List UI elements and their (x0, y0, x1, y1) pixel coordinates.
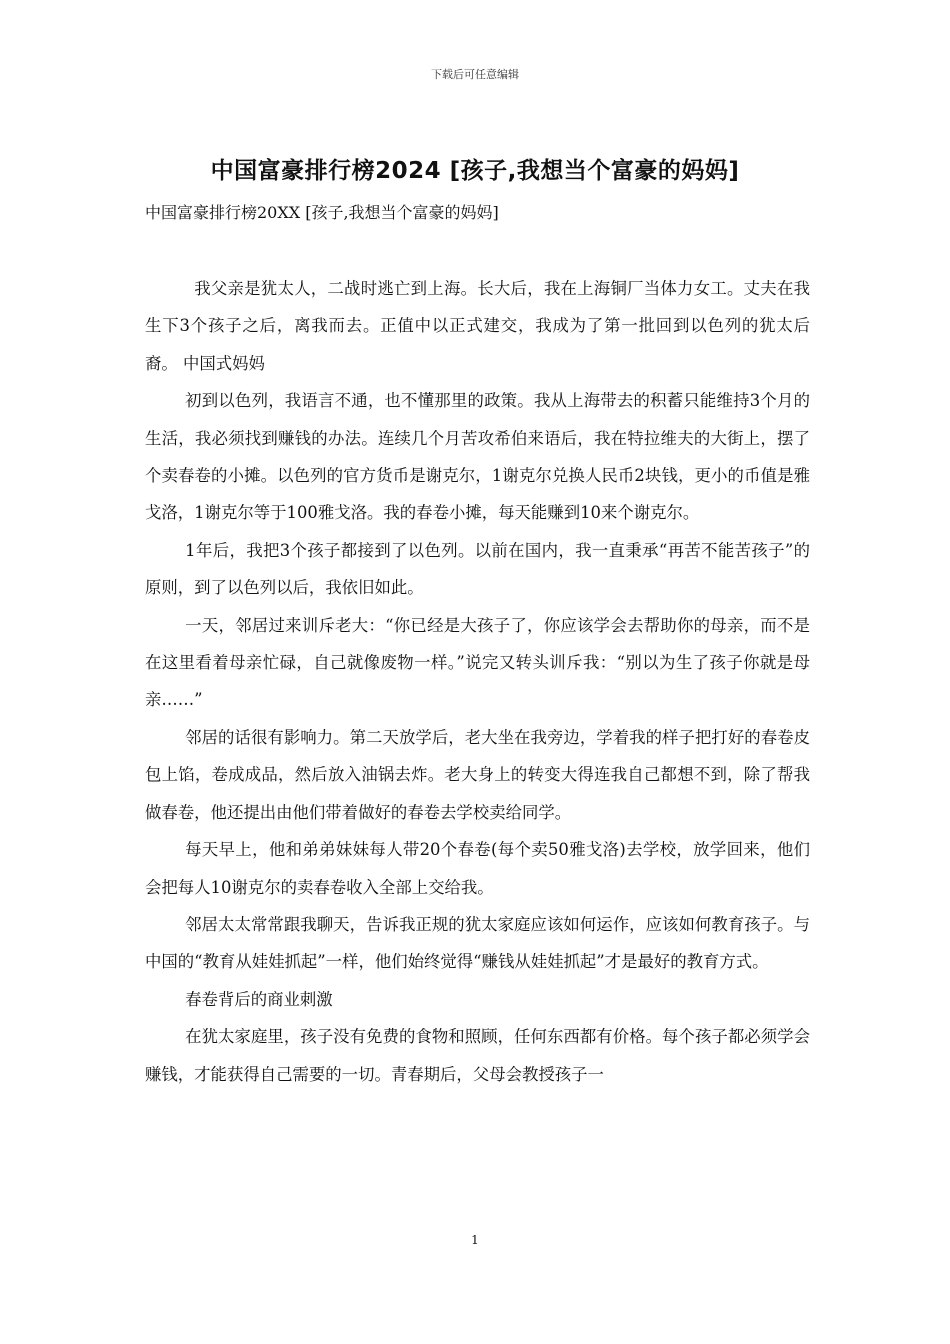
paragraph: 初到以色列，我语言不通，也不懂那里的政策。我从上海带去的积蓄只能维持3个月的生活，我必须找到赚钱的办法。连续几个月苦攻希伯来语后，我在特拉维夫的大街上，摆了个卖春卷的小摊。以色列的官方货币是谢克尔，1谢克尔兑换人民币2块钱，更小的币值是雅戈洛，1谢克尔等于100雅戈洛。我的春卷小摊，每天能赚到10来个谢克尔。 (145, 391, 810, 523)
document-title: 中国富豪排行榜2024 [孩子,我想当个富豪的妈妈] (210, 158, 740, 184)
paragraph: 我父亲是犹太人，二战时逃亡到上海。长大后，我在上海铜厂当体力女工。丈夫在我生下3个孩子之后，离我而去。正值中以正式建交，我成为了第一批回到以色列的犹太后裔。 中国式妈妈 (145, 279, 810, 373)
page-number: 1 (471, 1233, 479, 1247)
document-subtitle: 中国富豪排行榜20XX [孩子,我想当个富豪的妈妈] (145, 203, 499, 222)
paragraph: 邻居的话很有影响力。第二天放学后，老大坐在我旁边，学着我的样子把打好的春卷皮包上馅，卷成成品，然后放入油锅去炸。老大身上的转变大得连我自己都想不到，除了帮我做春卷，他还提出由他们带着做好的春卷去学校卖给同学。 (145, 727, 810, 822)
paragraph: 一天，邻居过来训斥老大：“你已经是大孩子了，你应该学会去帮助你的母亲，而不是在这里看着母亲忙碌，自己就像废物一样。”说完又转头训斥我：“别以为生了孩子你就是母亲……” (145, 615, 810, 710)
document-body (145, 270, 810, 1093)
header-note: 下载后可任意编辑 (431, 68, 519, 81)
paragraph: 邻居太太常常跟我聊天，告诉我正规的犹太家庭应该如何运作，应该如何教育孩子。与中国的“教育从娃娃抓起”一样，他们始终觉得“赚钱从娃娃抓起”才是最好的教育方式。 (145, 914, 810, 972)
paragraph: 在犹太家庭里，孩子没有免费的食物和照顾，任何东西都有价格。每个孩子都必须学会赚钱，才能获得自己需要的一切。青春期后，父母会教授孩子一 (145, 1027, 810, 1084)
paragraph: 1年后，我把3个孩子都接到了以色列。以前在国内，我一直秉承“再苦不能苦孩子”的原则，到了以色列以后，我依旧如此。 (145, 540, 810, 598)
paragraph: 每天早上，他和弟弟妹妹每人带20个春卷(每个卖50雅戈洛)去学校，放学回来，他们会把每人10谢克尔的卖春卷收入全部上交给我。 (145, 840, 810, 897)
section-heading: 春卷背后的商业刺激 (185, 989, 333, 1009)
